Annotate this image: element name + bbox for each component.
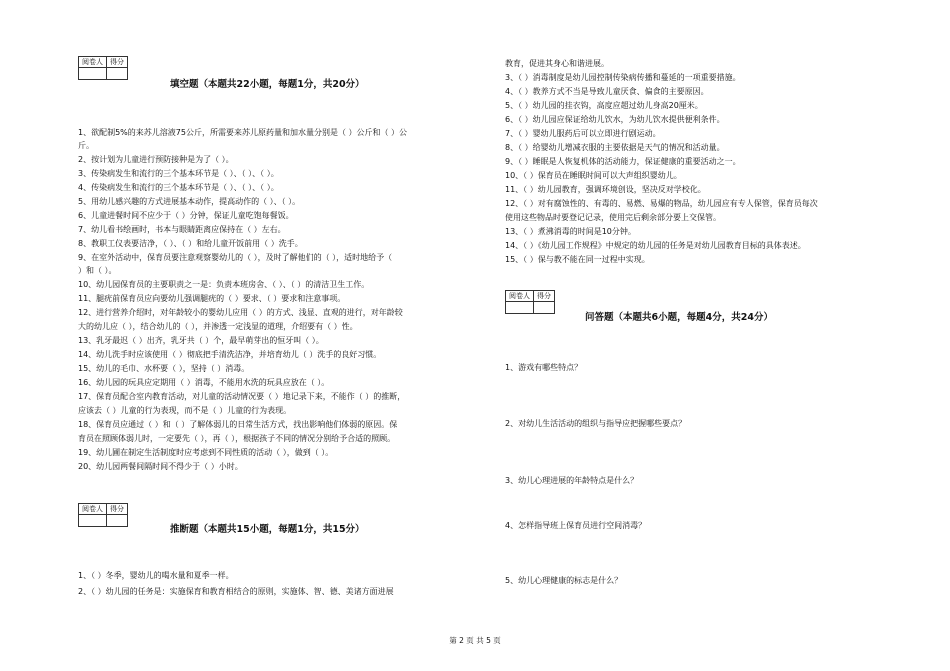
fill-line: 育员在照顾体弱儿时，一定要先（ ），再（ ），根据孩子不同的情况分别给予合适的照顾。: [78, 434, 396, 443]
fill-line: 17、保育员配合室内教育活动，对儿童的活动情况要（ ）地记录下来，不能作（ ）的推断，: [78, 392, 406, 401]
judge-line: 5、（ ）幼儿园的挂衣钩，高度应超过幼儿身高20厘米。: [505, 101, 703, 110]
judge-line: 10、（ ）保育员在睡眠时间可以大声组织婴幼儿。: [505, 171, 682, 180]
fill-line: 13、乳牙最迟（ ）出齐，乳牙共（ ）个，最早萌芽出的恒牙叫（ ）。: [78, 336, 324, 345]
judge-line: 14、（ ）《幼儿园工作规程》中规定的幼儿园的任务是对幼儿园教育目标的具体表述。: [505, 241, 806, 250]
reviewer-cell: [506, 302, 534, 314]
fill-line: 6、儿童进餐时间不应少于（ ）分钟，保证儿童吃饱每餐饭。: [78, 211, 294, 220]
fill-line: 20、幼儿园两餐间隔时间不得少于（ ）小时。: [78, 462, 243, 471]
fill-section-title: 填空题（本题共22小题，每题1分，共20分）: [170, 79, 365, 90]
fill-line: 14、幼儿洗手时应该使用（ ）彻底把手清洗洁净，并培育幼儿（ ）洗手的良好习惯。: [78, 350, 382, 359]
judge-line: 2、（ ）幼儿园的任务是：实施保育和教育相结合的原则，实施体、智、德、美诸方面进展: [78, 587, 394, 596]
judge-section-title: 推断题（本题共15小题，每题1分，共15分）: [170, 524, 365, 535]
reviewer-cell: [79, 68, 107, 80]
judge-line: 教育，促进其身心和谐进展。: [505, 59, 609, 68]
judge-line: 使用这些物品时要登记记录，使用完后剩余部分要上交保管。: [505, 213, 721, 222]
qa-question: 4、怎样指导班上保育员进行空间消毒？: [505, 521, 647, 530]
fill-line: 18、保育员应通过（ ）和（ ）了解体弱儿的日常生活方式，找出影响他们体弱的原因。保: [78, 420, 398, 429]
score-label: 得分: [107, 504, 128, 515]
fill-line: 9、在室外活动中，保育员要注意观察婴幼儿的（ ），及时了解他们的（ ），适时地给予（: [78, 253, 393, 262]
fill-line: 2、按计划为儿童进行预防接种是为了（ ）。: [78, 155, 234, 164]
qa-question: 1、游戏有哪些特点？: [505, 363, 583, 372]
score-label: 得分: [534, 291, 555, 302]
score-label: 得分: [107, 57, 128, 68]
fill-line: 8、教职工仪表要洁净，（ ）、（ ）和给儿童开饭前用（ ）洗手。: [78, 239, 303, 248]
page-footer: 第 2 页 共 5 页: [449, 636, 501, 645]
fill-line: ）和（ ）。: [78, 266, 117, 275]
reviewer-label: 阅卷人: [79, 57, 107, 68]
score-cell: [107, 68, 128, 80]
judge-line: 1、（ ）冬季，婴幼儿的喝水量和夏季一样。: [78, 571, 234, 580]
score-cell: [534, 302, 555, 314]
judge-line: 12、（ ）对有腐蚀性的、有毒的、易燃、易爆的物品，幼儿园应有专人保管，保育员每次: [505, 199, 818, 208]
judge-line: 13、（ ）煮沸消毒的时间是10分钟。: [505, 227, 636, 236]
judge-line: 15、（ ）保与教不能在同一过程中实现。: [505, 255, 650, 264]
fill-line: 12、进行营养介绍时，对年龄较小的婴幼儿应用（ ）的方式、浅显、直观的进行，对年龄较: [78, 308, 403, 317]
fill-line: 大的幼儿应（ ），结合幼儿的（ ），并渗透一定浅显的道理，介绍要有（ ）性。: [78, 322, 358, 331]
fill-line: 斤。: [78, 141, 94, 150]
judge-line: 8、（ ）给婴幼儿增减衣服的主要依据是天气的情况和活动量。: [505, 143, 725, 152]
qa-question: 3、幼儿心理进展的年龄特点是什么？: [505, 476, 639, 485]
judge-line: 4、（ ）教养方式不当是导致儿童厌食、偏食的主要原因。: [505, 87, 709, 96]
fill-line: 应该去（ ）儿童的行为表现，而不是（ ）儿童的行为表现。: [78, 406, 292, 415]
fill-line: 15、幼儿的毛巾、水杯要（ ），坚持（ ）消毒。: [78, 364, 250, 373]
qa-section-title: 问答题（本题共6小题，每题4分，共24分）: [585, 312, 773, 323]
fill-line: 3、传染病发生和流行的三个基本环节是（ ）、（ ）、（ ）。: [78, 169, 279, 178]
judge-line: 11、（ ）幼儿园教育，强调环境创设，坚决反对学校化。: [505, 185, 706, 194]
score-box-qa: [505, 290, 555, 314]
fill-line: 10、幼儿园保育员的主要职责之一是：负责本班房舍、（ ）、（ ）的清洁卫生工作。: [78, 280, 370, 289]
fill-line: 19、幼儿圃在制定生活制度时应考虑到不同性质的活动（ ），做到（ ）。: [78, 448, 334, 457]
judge-line: 7、（ ）婴幼儿服药后可以立即进行剧运动。: [505, 129, 661, 138]
fill-line: 7、幼儿看书绘画时，书本与眼睛距离应保持在（ ）左右。: [78, 225, 286, 234]
judge-line: 3、（ ）消毒制度是幼儿园控制传染病传播和蔓延的一项重要措施。: [505, 73, 741, 82]
qa-question: 5、幼儿心理健康的标志是什么？: [505, 576, 623, 585]
reviewer-cell: [79, 515, 107, 527]
judge-line: 9、（ ）睡眠是人恢复机体的活动能力，保证健康的重要活动之一。: [505, 157, 741, 166]
score-box-judge: [78, 503, 128, 527]
judge-line: 6、（ ）幼儿园应保证给幼儿饮水，为幼儿饮水提供便利条件。: [505, 115, 725, 124]
fill-line: 1、欲配制5%的来苏儿溶液75公斤，所需要来苏儿原药量和加水量分别是（ ）公斤和（ ）公: [78, 128, 408, 137]
reviewer-label: 阅卷人: [79, 504, 107, 515]
fill-line: 11、腿疣前保育员应向要幼儿强调腿疣的（ ）要求、（ ）要求和注意事项。: [78, 294, 346, 303]
fill-line: 4、传染病发生和流行的三个基本环节是（ ）、（ ）、（ ）。: [78, 183, 279, 192]
fill-line: 5、用幼儿感兴趣的方式进展基本动作，提高动作的（ ）、（ ）。: [78, 197, 301, 206]
score-box-fill: [78, 56, 128, 80]
qa-question: 2、对幼儿生活活动的组织与指导应把握哪些要点？: [505, 419, 687, 428]
fill-line: 16、幼儿园的玩具应定期用（ ）消毒，不能用水洗的玩具应放在（ ）。: [78, 378, 330, 387]
reviewer-label: 阅卷人: [506, 291, 534, 302]
score-cell: [107, 515, 128, 527]
